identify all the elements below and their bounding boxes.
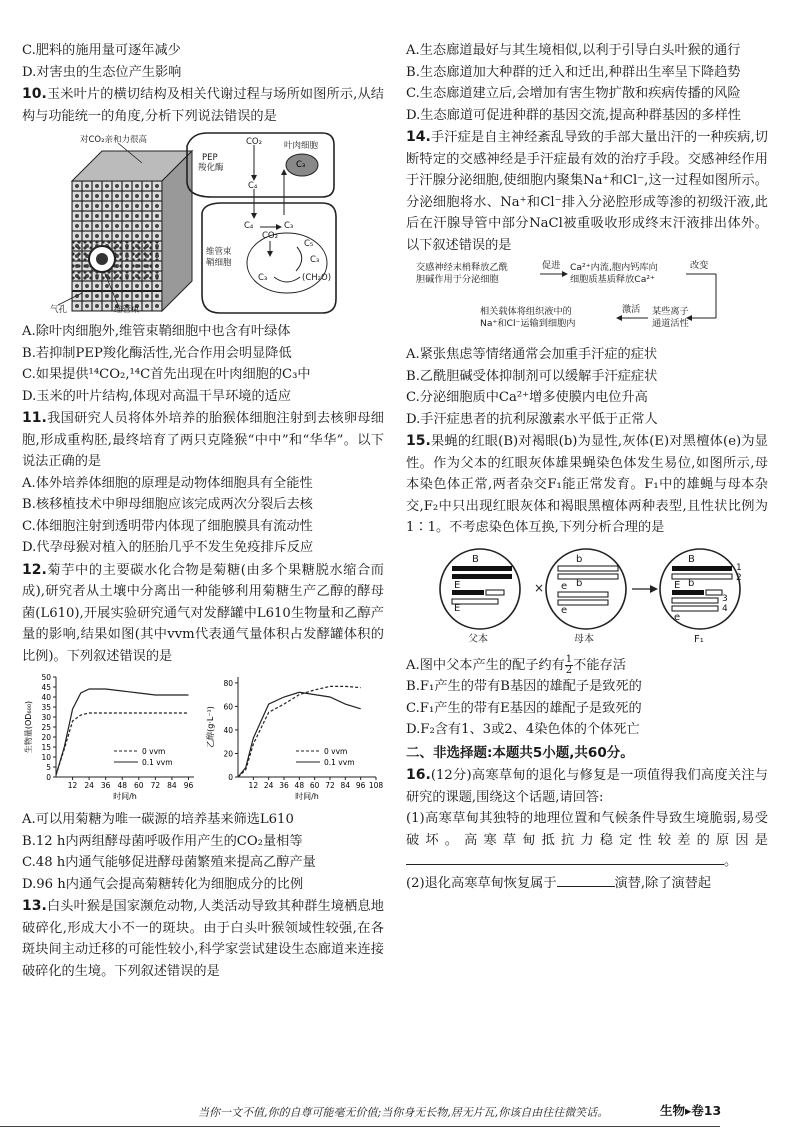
label-co2-mid: CO₂: [262, 231, 279, 241]
mother-gene-e1: e: [561, 580, 568, 592]
father-gene-E1: E: [454, 579, 461, 591]
chromosome-num-1: 1: [736, 562, 742, 573]
fraction-one-half: [565, 655, 573, 676]
label-c3-circle: C₃: [296, 160, 306, 170]
label-c3-right: C₃: [310, 255, 320, 265]
x-tick-label: 60: [134, 781, 144, 790]
question-11: [22, 408, 384, 473]
label-stoma: 气孔: [50, 305, 68, 315]
answer-blank[interactable]: [406, 851, 724, 865]
y-axis-label: 乙醇(g·L⁻¹): [206, 706, 215, 748]
footer-motto: 当你一文不值,你的自尊可能毫无价值;当你身无长物,居无片瓦,你该自由往往微笑话。: [198, 1106, 609, 1119]
flow-arrow-label-promote: 促进: [542, 260, 561, 271]
x-tick-label: 12: [248, 781, 259, 790]
chromosome-num-3: 3: [722, 593, 728, 604]
y-tick-label: 60: [223, 702, 233, 712]
q14-option-c: C.分泌细胞质中Ca²⁺增多使膜内电位升高: [406, 390, 648, 405]
q11-option-c: C.体细胞注射到透明带内体现了细胞膜具有流动性: [22, 518, 313, 534]
q16-part-2-tail: 演替,除了演替起: [614, 875, 712, 891]
q14-option-b: B.乙酰胆碱受体抑制剂可以缓解手汗症症状: [406, 368, 658, 384]
legend-label: 0.1 vvm: [324, 758, 355, 767]
label-c3-top: C₃: [284, 221, 294, 231]
q12-option-b: B.12 h内两组酵母菌呼吸作用产生的CO₂量相等: [22, 833, 303, 849]
x-tick-label: 24: [263, 781, 274, 790]
q11-option-d: D.代孕母猴对植入的胚胎几乎不发生免疫排斥反应: [22, 540, 314, 555]
f1-gene-B: B: [688, 553, 695, 565]
q10-option-d: D.玉米的叶片结构,体现对高温干旱环境的适应: [22, 388, 292, 404]
q16-part-2: [406, 873, 768, 895]
x-tick-label: 48: [294, 781, 305, 790]
question-stem: (12分)高寒草甸的退化与修复是一项值得我们高度关注与研究的课题,围绕这个话题,请回答:: [406, 768, 768, 805]
label-c3-bottom: C₃: [258, 273, 268, 283]
legend-label: 0.1 vvm: [142, 758, 173, 767]
x-tick-label: 84: [340, 781, 351, 790]
question-12: [22, 560, 384, 668]
x-tick-label: 60: [309, 781, 320, 790]
q12-option-c: C.48 h内通气能够促进酵母菌繁殖来提高乙醇产量: [22, 855, 316, 870]
q16-part-1-end: 。: [724, 854, 738, 869]
y-tick-label: 80: [223, 678, 233, 688]
chromosome-num-4: 4: [722, 603, 728, 614]
q9-option-c: C.肥料的施用量可逐年减少: [22, 43, 181, 58]
flow-box-3-line2: Na⁺和Cl⁻运输到细胞内: [480, 318, 576, 329]
f1-gene-e: e: [674, 611, 681, 623]
leaf-structure-figure: [22, 131, 384, 317]
x-tick-label: 72: [150, 781, 161, 790]
label-mesophyll: 叶肉细胞: [284, 141, 319, 151]
x-tick-label: 24: [84, 781, 94, 790]
page-footer: [0, 1092, 800, 1128]
x-tick-label: 12: [67, 781, 78, 790]
y-tick-label: 20: [41, 733, 51, 742]
flow-box-4-line1: 某些离子: [652, 306, 689, 317]
flow-box-2-line2: 细胞质基质释放Ca²⁺: [570, 274, 655, 285]
flow-box-3-line1: 相关载体将组织液中的: [480, 306, 572, 317]
flow-box-1: [416, 262, 508, 286]
q13-option-a: A.生态廊道最好与其生境相似,以利于引导白头叶猴的通行: [406, 43, 741, 58]
question-13: [22, 896, 384, 982]
ethanol-chart: [204, 671, 384, 805]
father-gene-E2: E: [454, 602, 461, 614]
y-tick-label: 25: [41, 723, 51, 732]
q10-option-b: B.若抑制PEP羧化酶活性,光合作用会明显降低: [22, 345, 292, 361]
question-stem: 果蝇的红眼(B)对褐眼(b)为显性,灰体(E)对黑檀体(e)为显性。作为父本的红眼灰体雄果蝇染色体发生易位,如图所示,母本染色体正常,两者杂交F₁能正常发育。F₁中的雄蝇与母本杂交,F₂中只出现红眼灰体和褐眼黑檀体两种表型,且性状比例为1∶1。不考虑染色体互换,下列分析合理的是: [406, 434, 768, 535]
q14-option-d: D.手汗症患者的抗利尿激素水平低于正常人: [406, 411, 658, 427]
question-number: 15.: [406, 433, 431, 449]
x-tick-label: 36: [100, 781, 111, 790]
mother-label: 母本: [574, 633, 594, 645]
left-column: [22, 40, 384, 982]
y-tick-label: 5: [46, 763, 51, 772]
q16-part-1-text: (1)高寒草甸其独特的地理位置和气候条件导致生境脆弱,易受破坏。高寒草甸抵抗力稳定性较差的原因是: [406, 811, 768, 848]
answer-blank[interactable]: [557, 873, 615, 887]
cross-symbol: ×: [534, 580, 545, 595]
label-pep-enzyme: 羧化酶: [198, 163, 224, 173]
x-tick-label: 96: [183, 781, 194, 790]
q15-option-a-text: A.图中父本产生的配子约有: [406, 657, 565, 673]
y-tick-label: 15: [41, 743, 51, 752]
q9-option-d: D.对害虫的生态位产生影响: [22, 64, 182, 80]
f1-gene-b: b: [688, 577, 695, 589]
x-tick-label: 72: [325, 781, 335, 790]
y-tick-label: 10: [41, 753, 51, 762]
legend-label: 0 vvm: [324, 747, 348, 756]
question-16: [406, 765, 768, 808]
footer-rule: [0, 1126, 720, 1127]
sweat-flow-diagram: [416, 260, 768, 340]
question-stem: 菊芋中的主要碳水化合物是菊糖(由多个果糖脱水缩合而成),研究者从土壤中分离出一种能够利用菊糖生产乙醇的酵母菌(L610),开展实验研究通气对发酵罐中L610生物量和乙醇产量的影响,结果如图(其中vvm代表通气量体积占发酵罐体积的比例)。下列叙述错误的是: [22, 562, 384, 664]
question-stem: 手汗症是自主神经紊乱导致的手部大量出汗的一种疾病,切断特定的交感神经是手汗症最有效的治疗手段。交感神经作用于汗腺分泌细胞,使细胞内聚集Na⁺和Cl⁻,这一过程如图所示。分泌细胞将水、Na⁺和Cl⁻排入分泌腔形成等渗的初级汗液,此后在汗腺导管中部分NaCl被重吸收形成终末汗液排出体外。以下叙述错误的是: [406, 130, 768, 253]
question-stem: 玉米叶片的横切结构及相关代谢过程与场所如图所示,从结构与功能统一的角度,分析下列说法错误的是: [22, 87, 384, 124]
x-axis-label: 时间/h: [113, 792, 137, 801]
label-pep: PEP: [202, 153, 218, 163]
fermentation-charts: [22, 671, 384, 805]
fraction-denominator: 2: [565, 664, 573, 676]
father-gene-B: B: [472, 553, 479, 565]
q15-option-a-tail: 不能存活: [573, 657, 626, 673]
mother-gene-b2: b: [576, 577, 583, 589]
q13-option-d: D.生态廊道可促进种群的基因交流,提高种群基因的多样性: [406, 107, 741, 123]
x-tick-label: 108: [368, 781, 384, 790]
question-number: 13.: [22, 898, 47, 914]
q12-option-a: A.可以用菊糖为唯一碳源的培养基来筛选L610: [22, 812, 294, 827]
flow-arrow-label-activate: 激活: [622, 304, 641, 315]
flow-box-1-line2: 胆碱作用于分泌细胞: [416, 274, 499, 285]
flow-box-1-line1: 交感神经末梢释放乙酰: [416, 262, 508, 273]
question-number: 14.: [406, 129, 431, 145]
x-tick-label: 84: [167, 781, 177, 790]
q14-option-a: A.紧张焦虑等情绪通常会加重手汗症的症状: [406, 347, 658, 362]
question-15: [406, 431, 768, 539]
label-vascular: 维管束: [114, 305, 140, 315]
flow-arrow-label-change: 改变: [690, 260, 709, 271]
label-co2-affinity: 对CO₂亲和力很高: [80, 135, 148, 145]
right-column: [406, 40, 768, 894]
flow-box-4: [652, 306, 689, 330]
label-bundle-sheath-2: 鞘细胞: [206, 258, 232, 268]
y-tick-label: 50: [41, 673, 51, 682]
y-axis-label: 生物量(OD₆₀₀): [24, 700, 33, 754]
chromosome-num-2: 2: [736, 572, 742, 583]
y-tick-label: 30: [41, 713, 51, 722]
q15-option-b: B.F₁产生的带有B基因的雄配子是致死的: [406, 679, 642, 694]
section-heading: 二、非选择题:本题共5小题,共60分。: [406, 744, 634, 761]
label-co2-top: CO₂: [246, 137, 263, 147]
y-tick-label: 0: [228, 773, 233, 782]
q10-option-a: A.除叶肉细胞外,维管束鞘细胞中也含有叶绿体: [22, 324, 291, 339]
y-tick-label: 40: [41, 693, 51, 702]
q15-option-a: [406, 655, 768, 677]
mother-gene-b1: b: [576, 553, 583, 565]
chromosome-figure: [406, 543, 768, 651]
mother-gene-e2: e: [561, 604, 568, 616]
flow-box-2: [570, 262, 658, 286]
q12-option-d: D.96 h内通气会提高菊糖转化为细胞成分的比例: [22, 876, 304, 892]
q11-option-b: B.核移植技术中卵母细胞应该完成两次分裂后去核: [22, 497, 313, 512]
x-axis-label: 时间/h: [295, 792, 319, 801]
label-c4-a: C₄: [248, 181, 258, 191]
question-14: [406, 127, 768, 256]
y-tick-label: 40: [223, 725, 233, 735]
question-stem: 白头叶猴是国家濒危动物,人类活动导致其种群生境栖息地破碎化,形成大小不一的斑块。由于白头叶猴领域性较强,在各斑块间主动迁移的可能性较小,科学家尝试建设生态廊道来连接破碎化的生境。下列叙述错误的是: [22, 899, 384, 979]
f1-label: F₁: [694, 633, 704, 645]
fraction-numerator: 1: [565, 653, 573, 665]
question-number: 10.: [22, 86, 47, 102]
y-tick-label: 35: [41, 703, 51, 712]
x-tick-label: 36: [279, 781, 289, 790]
y-tick-label: 0: [46, 773, 51, 782]
question-number: 11.: [22, 410, 47, 426]
label-c5: C₅: [304, 239, 314, 249]
y-tick-label: 20: [223, 749, 233, 759]
question-10: [22, 84, 384, 127]
q15-option-d: D.F₂含有1、3或2、4染色体的个体死亡: [406, 722, 640, 737]
q13-option-c: C.生态廊道建立后,会增加有害生物扩散和疾病传播的风险: [406, 86, 741, 101]
label-ch2o: (CH₂O): [302, 273, 332, 283]
q16-part-2-text: (2)退化高寒草甸恢复属于: [406, 875, 557, 891]
father-label: 父本: [468, 633, 488, 645]
flow-box-4-line2: 通道活性: [652, 318, 689, 329]
legend-label: 0 vvm: [142, 747, 166, 756]
q13-option-b: B.生态廊道加大种群的迁入和迁出,种群出生率呈下降趋势: [406, 64, 741, 80]
label-c4-b: C₄: [244, 221, 254, 231]
q16-part-1: [406, 808, 768, 873]
label-bundle-sheath-1: 维管束: [206, 247, 232, 257]
y-tick-label: 45: [41, 683, 51, 692]
footer-page-tag: 生物▸卷13: [660, 1103, 722, 1118]
flow-box-3: [480, 306, 575, 330]
question-stem: 我国研究人员将体外培养的胎猴体细胞注射到去核卵母细胞,形成重构胚,最终培育了两只克隆猴“中中”和“华华”。以下说法正确的是: [22, 411, 384, 469]
biomass-chart: [22, 671, 202, 805]
x-tick-label: 96: [355, 781, 366, 790]
question-number: 12.: [22, 561, 47, 578]
q10-option-c: C.如果提供¹⁴CO₂,¹⁴C首先出现在叶肉细胞的C₃中: [22, 367, 311, 382]
question-number: 16.: [406, 767, 431, 783]
q11-option-a: A.体外培养体细胞的原理是动物体细胞具有全能性: [22, 475, 313, 491]
q15-option-c: C.F₁产生的带有E基因的雄配子是致死的: [406, 700, 642, 716]
flow-box-2-line1: Ca²⁺内流,胞内钙库向: [570, 262, 658, 273]
f1-gene-E: E: [674, 579, 681, 591]
x-tick-label: 48: [117, 781, 128, 790]
